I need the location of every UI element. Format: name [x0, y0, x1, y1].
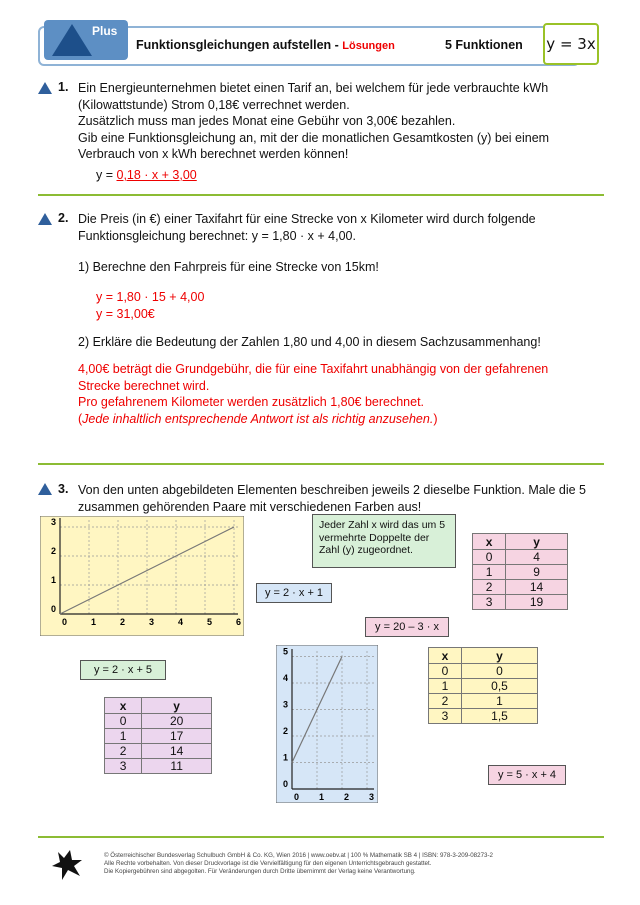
x-tick-label: 2	[344, 792, 350, 802]
q2-task2-answer-line: Strecke berechnet wird.	[78, 378, 210, 393]
table-b-cell: 3	[429, 709, 462, 724]
q2-task1: 1) Berechne den Fahrpreis für eine Strecke von 15km!	[78, 260, 379, 274]
q1-line: Verbrauch von x kWh berechnet werden können!	[78, 147, 349, 161]
question-icon	[38, 213, 52, 225]
table-a-header: y	[506, 534, 568, 550]
q2-text	[78, 211, 536, 244]
q2-line: Die Preis (in €) einer Taxifahrt für eine Strecke von x Kilometer wird durch folgende	[78, 212, 536, 226]
y-tick-label: 3	[283, 699, 289, 710]
footer-text	[104, 852, 493, 876]
divider	[38, 463, 604, 465]
y-tick-label: 2	[51, 546, 57, 556]
y-tick-label: 1	[51, 575, 57, 585]
q2-note	[78, 411, 548, 428]
y-tick-label: 2	[283, 726, 289, 736]
divider	[38, 836, 604, 838]
y-tick-label: 5	[283, 646, 289, 657]
text-description-box: Jeder Zahl x wird das um 5 vermehrte Doppelte der Zahl (y) zugeordnet.	[312, 514, 456, 568]
x-tick-label: 1	[319, 792, 325, 802]
graph-2	[276, 645, 378, 803]
q2-line: Funktionsgleichung berechnet: y = 1,80 · x + 4,00.	[78, 228, 356, 243]
logo-triangle-icon	[52, 24, 92, 56]
q1-line: Ein Energieunternehmen bietet einen Tarif an, bei welchem für jede verbrauchte kWh	[78, 81, 549, 95]
table-b-cell: 1	[462, 694, 538, 709]
x-tick-label: 2	[120, 617, 126, 627]
table-a-cell: 9	[506, 565, 568, 580]
table-c-cell: 0	[105, 714, 142, 729]
table-c-cell: 1	[105, 729, 142, 744]
table-a-cell: 3	[473, 595, 506, 610]
equation-box-3: y = 2 · x + 5	[80, 660, 166, 680]
table-c-cell: 11	[142, 759, 212, 774]
q1-line: Zusätzlich muss man jedes Monat eine Gebühr von 3,00€ bezahlen.	[78, 114, 456, 128]
footer-line: Die Kopiergebühren sind abgegolten. Für Veränderungen durch Dritte übernimmt der Verlag keine Verantwortung.	[104, 868, 416, 875]
table-c-cell: 17	[142, 729, 212, 744]
footer-line: Alle Rechte vorbehalten. Von dieser Druckvorlage ist die Vervielfältigung für den eigenen Unterrichtsgebrauch gestattet.	[104, 860, 432, 867]
graph-2-frame	[276, 645, 378, 803]
q1-answer-prefix: y =	[96, 168, 117, 182]
x-tick-label: 5	[207, 617, 213, 627]
q2-note-open: (	[78, 411, 83, 426]
table-a-cell: 4	[506, 550, 568, 565]
value-table-b	[428, 647, 538, 724]
q1-line: Gib eine Funktionsgleichung an, mit der die monatlichen Gesamtkosten (y) bei einem	[78, 130, 550, 145]
title-text: Funktionsgleichungen aufstellen -	[136, 38, 343, 52]
x-tick-label: 0	[294, 792, 300, 802]
q1-number: 1.	[58, 80, 69, 94]
q1-answer	[96, 167, 197, 184]
y-tick-label: 1	[283, 752, 289, 763]
question-icon	[38, 483, 52, 495]
value-table-c	[104, 697, 212, 774]
x-tick-label: 6	[236, 617, 242, 627]
y-tick-label: 0	[283, 779, 289, 789]
x-tick-label: 4	[178, 617, 184, 627]
q2-task2-answer	[78, 361, 548, 427]
equation-box-2: y = 20 – 3 · x	[365, 617, 449, 637]
table-c-cell: 14	[142, 744, 212, 759]
q3-line: zusammen gehörenden Paare mit verschiedenen Farben aus!	[78, 499, 422, 514]
publisher-logo-icon	[50, 848, 84, 882]
table-b-cell: 0	[429, 664, 462, 679]
q3-number: 3.	[58, 482, 69, 496]
q2-task1-answer	[96, 289, 204, 322]
y-tick-label: 3	[51, 517, 57, 527]
q3-text	[78, 482, 586, 515]
graph-1	[40, 516, 244, 636]
equation-box-1: y = 2 · x + 1	[256, 583, 332, 603]
value-table-a	[472, 533, 568, 610]
footer-line: © Österreichischer Bundesverlag Schulbuch GmbH & Co. KG, Wien 2016 | www.oebv.at | 100 % Mathematik SB 4 | ISBN: 978-3-209-08273-2	[104, 852, 493, 859]
table-a-cell: 2	[473, 580, 506, 595]
q2-number: 2.	[58, 211, 69, 225]
table-c-header: x	[105, 698, 142, 714]
q2-task2: 2) Erkläre die Bedeutung der Zahlen 1,80 und 4,00 in diesem Sachzusammenhang!	[78, 335, 541, 349]
q2-task2-answer-line: 4,00€ beträgt die Grundgebühr, die für eine Taxifahrt unabhängig von der gefahrenen	[78, 362, 549, 376]
q2-task1-answer-line: y = 1,80 · 15 + 4,00	[96, 290, 205, 304]
chapter-label: 5 Funktionen	[445, 38, 523, 52]
table-a-cell: 0	[473, 550, 506, 565]
question-icon	[38, 82, 52, 94]
q3-line: Von den unten abgebildeten Elementen beschreiben jeweils 2 dieselbe Funktion. Male die 5	[78, 483, 586, 497]
q2-note-close: )	[433, 411, 438, 426]
x-tick-label: 1	[91, 617, 97, 627]
table-b-header: y	[462, 648, 538, 664]
table-a-cell: 19	[506, 595, 568, 610]
table-c-cell: 20	[142, 714, 212, 729]
table-b-cell: 2	[429, 694, 462, 709]
x-tick-label: 3	[149, 617, 155, 627]
table-a-cell: 1	[473, 565, 506, 580]
table-b-cell: 0,5	[462, 679, 538, 694]
logo-text: Plus	[92, 24, 118, 38]
page-title	[136, 38, 395, 52]
q1-line: (Kilowattstunde) Strom 0,18€ verrechnet werden.	[78, 97, 350, 112]
title-solution: Lösungen	[342, 40, 395, 52]
x-tick-label: 3	[369, 792, 375, 802]
chapter-badge: y = 3x	[543, 23, 599, 65]
q2-task2-answer-line: Pro gefahrenem Kilometer werden zusätzlich 1,80€ berechnet.	[78, 395, 425, 409]
q2-task1-answer-line: y = 31,00€	[96, 306, 155, 321]
q2-note-text: Jede inhaltlich entsprechende Antwort ist als richtig anzusehen.	[82, 411, 434, 426]
table-b-cell: 1	[429, 679, 462, 694]
q1-text	[78, 80, 549, 163]
equation-box-4: y = 5 · x + 4	[488, 765, 566, 785]
table-c-header: y	[142, 698, 212, 714]
table-b-header: x	[429, 648, 462, 664]
table-c-cell: 2	[105, 744, 142, 759]
divider	[38, 194, 604, 196]
x-tick-label: 0	[62, 617, 68, 627]
q1-answer-value: 0,18 · x + 3,00	[116, 168, 197, 182]
y-tick-label: 4	[283, 673, 289, 683]
y-tick-label: 0	[51, 604, 57, 614]
table-a-header: x	[473, 534, 506, 550]
table-c-cell: 3	[105, 759, 142, 774]
graph-1-frame	[40, 516, 244, 636]
table-b-cell: 0	[462, 664, 538, 679]
table-b-cell: 1,5	[462, 709, 538, 724]
table-a-cell: 14	[506, 580, 568, 595]
